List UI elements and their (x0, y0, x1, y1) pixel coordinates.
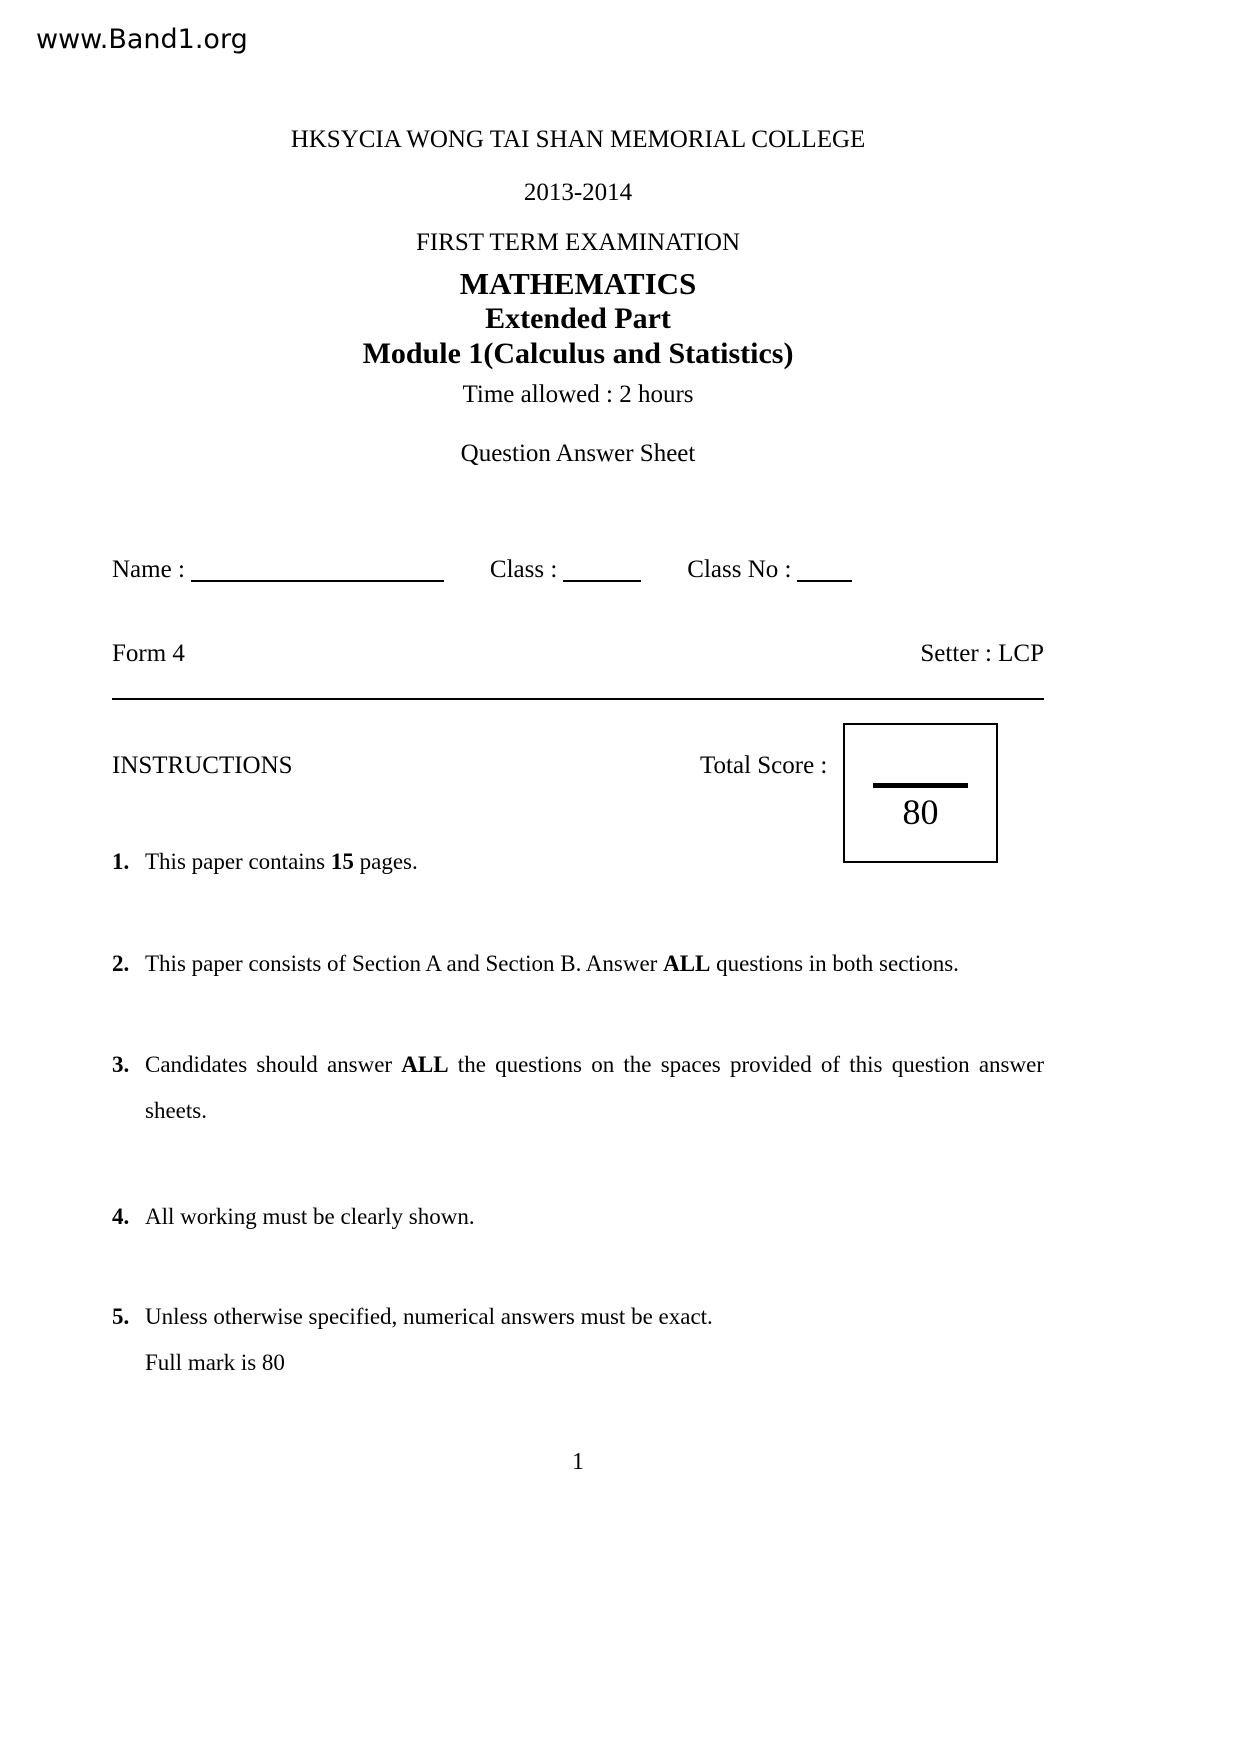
instruction-item-3 (112, 1042, 1044, 1134)
subject-module: Module 1(Calculus and Statistics) (362, 337, 794, 370)
class-no-label: Class No : (687, 556, 792, 583)
item-text (145, 1294, 1044, 1386)
name-blank-line (191, 570, 444, 582)
academic-year: 2013-2014 (523, 179, 633, 206)
item-text (145, 1194, 1044, 1240)
total-score-box (843, 723, 998, 863)
score-blank-line (873, 783, 968, 788)
item-text-bold: 15 (330, 849, 354, 874)
item-text-segment: This paper contains (145, 849, 331, 874)
item-text-segment: questions in both sections. (710, 951, 959, 976)
item-text-bold: ALL (401, 1052, 449, 1077)
item-text (145, 941, 1044, 987)
full-mark-note: Full mark is 80 (145, 1350, 285, 1375)
class-blank-line (563, 570, 641, 582)
class-label: Class : (489, 556, 558, 583)
item-number: 4. (112, 1204, 130, 1229)
class-no-blank-line (797, 570, 852, 582)
item-text-segment: Unless otherwise specified, numerical answers must be exact. (145, 1304, 713, 1329)
form-setter-row (112, 639, 1044, 669)
item-text-segment: This paper consists of Section A and Section B. Answer (145, 951, 664, 976)
item-number: 2. (112, 951, 130, 976)
name-label: Name : (112, 556, 185, 583)
item-text-segment: the questions on the spaces provided of this question answer sheets. (145, 1052, 1044, 1123)
form-label: Form 4 (112, 640, 185, 667)
page-number: 1 (572, 1449, 584, 1475)
instruction-item-2 (112, 941, 1044, 987)
item-text-line (145, 1294, 1044, 1340)
instruction-item-5 (112, 1294, 1044, 1386)
time-allowed: Time allowed : 2 hours (462, 381, 694, 408)
score-section (112, 723, 1044, 863)
sheet-type: Question Answer Sheet (460, 440, 696, 467)
item-text-segment: Candidates should answer (145, 1052, 402, 1077)
setter-label: Setter : LCP (920, 640, 1044, 667)
item-text (145, 1042, 1044, 1134)
full-score-value: 80 (902, 792, 939, 832)
item-text-segment: All working must be clearly shown. (145, 1204, 475, 1229)
page-content (112, 0, 1044, 1386)
watermark-url: www.Band1.org (36, 24, 248, 55)
instructions-heading: INSTRUCTIONS (112, 752, 293, 779)
horizontal-divider (112, 698, 1044, 700)
item-text-bold: ALL (663, 951, 711, 976)
item-number: 5. (112, 1304, 130, 1329)
subject-part: Extended Part (485, 302, 671, 335)
total-score-label: Total Score : (700, 752, 828, 779)
subject-block (112, 266, 1044, 371)
item-text-segment: pages. (353, 849, 418, 874)
school-name: HKSYCIA WONG TAI SHAN MEMORIAL COLLEGE (290, 126, 866, 153)
subject-name: MATHEMATICS (459, 266, 697, 301)
item-number: 1. (112, 849, 130, 874)
student-info-row (112, 555, 1044, 585)
instruction-item-4 (112, 1194, 1044, 1240)
exam-title: FIRST TERM EXAMINATION (415, 229, 741, 256)
item-number: 3. (112, 1052, 130, 1077)
